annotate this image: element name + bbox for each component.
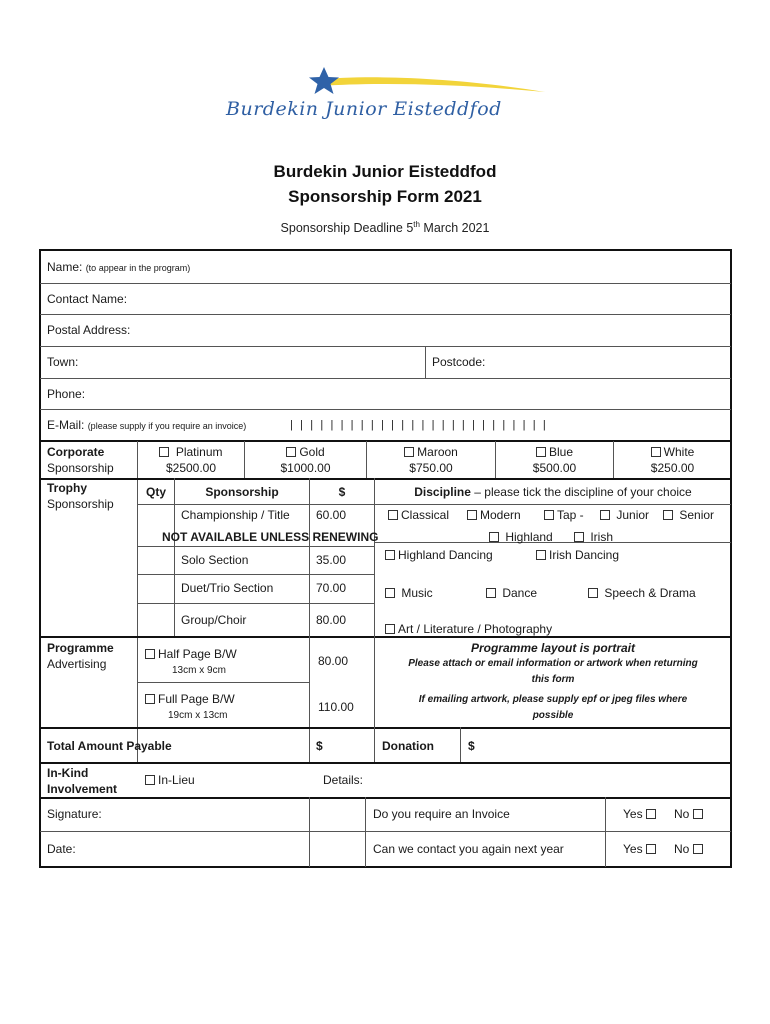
discipline-senior[interactable]: Senior	[663, 508, 714, 522]
trophy-price-solo: 35.00	[316, 553, 347, 567]
tier-blue-checkbox[interactable]: Blue	[496, 445, 613, 459]
checkbox-icon[interactable]	[646, 809, 656, 819]
checkbox-icon[interactable]	[588, 588, 598, 598]
checkbox-icon[interactable]	[663, 510, 673, 520]
trophy-price-group: 80.00	[316, 613, 347, 627]
checkbox-icon[interactable]	[651, 447, 661, 457]
sponsorship-header: Sponsorship	[205, 485, 279, 499]
eisteddfod-logo	[220, 62, 560, 132]
invoice-no-checkbox[interactable]: No	[674, 807, 706, 821]
tier-gold-checkbox[interactable]: Gold	[245, 445, 366, 459]
checkbox-icon[interactable]	[536, 550, 546, 560]
discipline-junior[interactable]: Junior	[600, 508, 649, 522]
discipline-speech-drama[interactable]: Speech & Drama	[588, 586, 696, 600]
total-amount-field[interactable]: $	[316, 739, 323, 753]
trophy-price-duet: 70.00	[316, 581, 347, 595]
contact-no-checkbox[interactable]: No	[674, 842, 706, 856]
discipline-tap[interactable]: Tap -	[544, 508, 584, 522]
checkbox-icon[interactable]	[574, 532, 584, 542]
phone-field[interactable]: Phone:	[47, 387, 86, 401]
trophy-sublabel: Sponsorship	[47, 497, 114, 511]
price-header: $	[338, 485, 346, 499]
date-field[interactable]: Date:	[47, 842, 76, 856]
not-available-note: NOT AVAILABLE UNLESS RENEWING	[162, 530, 379, 544]
tier-platinum-checkbox[interactable]: Platinum	[138, 445, 244, 459]
tier-maroon-price: $750.00	[409, 461, 453, 475]
programme-layout-note: Programme layout is portrait	[470, 641, 636, 655]
tier-platinum-price: $2500.00	[165, 461, 217, 475]
contact-name-field[interactable]: Contact Name:	[47, 292, 128, 306]
half-page-size: 13cm x 9cm	[172, 665, 226, 676]
invoice-yes-checkbox[interactable]: Yes	[623, 807, 659, 821]
checkbox-icon[interactable]	[404, 447, 414, 457]
checkbox-icon[interactable]	[388, 510, 398, 520]
checkbox-icon[interactable]	[544, 510, 554, 520]
qty-input-group[interactable]	[138, 604, 174, 636]
tier-gold-price: $1000.00	[280, 461, 331, 475]
total-amount-label: Total Amount Payable	[47, 739, 172, 753]
checkbox-icon[interactable]	[646, 844, 656, 854]
checkbox-icon[interactable]	[145, 694, 155, 704]
contact-again-question: Can we contact you again next year	[373, 842, 564, 856]
artwork-note-line2: possible	[532, 710, 574, 721]
discipline-highland-dancing[interactable]: Highland Dancing	[385, 548, 493, 562]
inkind-label-line2: Involvement	[47, 782, 118, 796]
discipline-irish-dancing[interactable]: Irish Dancing	[536, 548, 619, 562]
attach-note-line2: this form	[531, 674, 575, 685]
signature-field[interactable]: Signature:	[47, 807, 102, 821]
trophy-row-duet: Duet/Trio Section	[181, 581, 274, 595]
invoice-question: Do you require an Invoice	[373, 807, 510, 821]
discipline-highland[interactable]: Highland	[489, 530, 553, 544]
checkbox-icon[interactable]	[489, 532, 499, 542]
deadline-text: Sponsorship Deadline 5th March 2021	[280, 220, 490, 236]
page-title-line2: Sponsorship Form 2021	[288, 187, 482, 206]
full-page-price: 110.00	[318, 700, 354, 714]
checkbox-icon[interactable]	[486, 588, 496, 598]
email-character-boxes[interactable]: | | | | | | | | | | | | | | | | | | | | | | | | | |	[290, 419, 546, 431]
checkbox-icon[interactable]	[385, 550, 395, 560]
donation-label: Donation	[382, 739, 434, 753]
trophy-row-championship: Championship / Title	[181, 508, 290, 522]
town-field[interactable]: Town:	[47, 355, 79, 369]
discipline-classical[interactable]: Classical	[388, 508, 449, 522]
qty-input-duet[interactable]	[138, 575, 174, 603]
in-lieu-checkbox[interactable]: In-Lieu	[145, 773, 195, 787]
half-page-price: 80.00	[318, 654, 349, 668]
tier-white-price: $250.00	[650, 461, 695, 475]
trophy-label: Trophy	[47, 481, 88, 495]
corporate-label: Corporate	[47, 445, 105, 459]
tier-white-checkbox[interactable]: White	[614, 445, 731, 459]
checkbox-icon[interactable]	[385, 588, 395, 598]
name-field[interactable]: Name: (to appear in the program)	[47, 260, 191, 274]
logo-text: Burdekin Junior Eisteddfod	[226, 98, 502, 120]
postcode-field[interactable]: Postcode:	[432, 355, 486, 369]
qty-input-solo[interactable]	[138, 547, 174, 574]
discipline-art[interactable]: Art / Literature / Photography	[385, 622, 552, 636]
checkbox-icon[interactable]	[145, 775, 155, 785]
artwork-note-line1: If emailing artwork, please supply epf or jpeg files where	[418, 694, 688, 705]
discipline-music[interactable]: Music	[385, 586, 433, 600]
full-page-checkbox[interactable]: Full Page B/W	[145, 692, 235, 706]
star-swoosh-icon	[220, 62, 560, 102]
inkind-details-field[interactable]: Details:	[323, 773, 364, 787]
discipline-modern[interactable]: Modern	[467, 508, 521, 522]
tier-blue-price: $500.00	[532, 461, 577, 475]
email-field[interactable]: E-Mail: (please supply if you require an invoice)	[47, 418, 247, 432]
checkbox-icon[interactable]	[536, 447, 546, 457]
corporate-sublabel: Sponsorship	[47, 461, 114, 475]
attach-note-line1: Please attach or email information or artwork when returning	[408, 658, 698, 669]
postal-address-field[interactable]: Postal Address:	[47, 323, 131, 337]
checkbox-icon[interactable]	[693, 809, 703, 819]
checkbox-icon[interactable]	[159, 447, 169, 457]
checkbox-icon[interactable]	[467, 510, 477, 520]
donation-field[interactable]: $	[468, 739, 475, 753]
trophy-price-championship: 60.00	[316, 508, 347, 522]
discipline-irish[interactable]: Irish	[574, 530, 613, 544]
discipline-dance[interactable]: Dance	[486, 586, 537, 600]
qty-input-championship[interactable]	[138, 505, 174, 546]
checkbox-icon[interactable]	[693, 844, 703, 854]
contact-yes-checkbox[interactable]: Yes	[623, 842, 659, 856]
discipline-header: Discipline – please tick the discipline of your choice	[414, 485, 692, 499]
checkbox-icon[interactable]	[145, 649, 155, 659]
trophy-row-solo: Solo Section	[181, 553, 249, 567]
advertising-sublabel: Advertising	[47, 657, 107, 671]
checkbox-icon[interactable]	[286, 447, 296, 457]
tier-maroon-checkbox[interactable]: Maroon	[367, 445, 495, 459]
checkbox-icon[interactable]	[385, 624, 395, 634]
half-page-checkbox[interactable]: Half Page B/W	[145, 647, 237, 661]
full-page-size: 19cm x 13cm	[168, 710, 228, 721]
advertising-label: Programme	[47, 641, 114, 655]
checkbox-icon[interactable]	[600, 510, 610, 520]
inkind-label-line1: In-Kind	[47, 766, 89, 780]
page-title-line1: Burdekin Junior Eisteddfod	[273, 162, 497, 181]
trophy-row-group: Group/Choir	[181, 613, 247, 627]
qty-header: Qty	[145, 485, 166, 499]
